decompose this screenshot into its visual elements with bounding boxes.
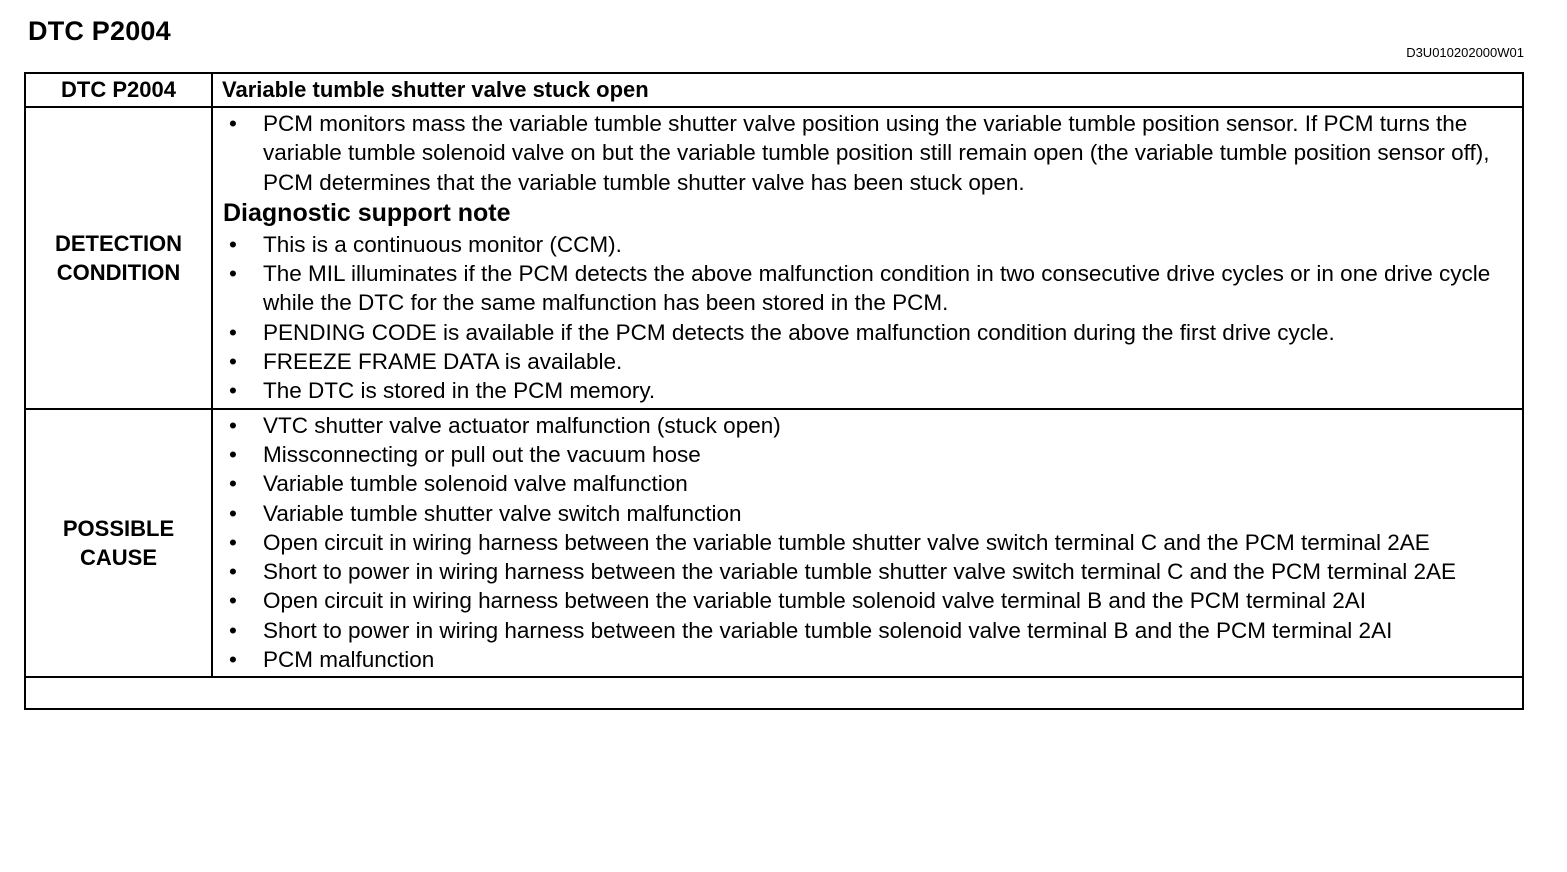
dtc-table <box>24 72 1524 710</box>
possible-cause-label-line1: POSSIBLE <box>62 516 175 541</box>
list-item: • The MIL illuminates if the PCM detects the above malfunction condition in two consecutive drive cycles or in one drive cycle while the DTC for the same malfunction has been stored in the PCM. <box>223 259 1516 318</box>
detection-condition-body <box>212 107 1523 409</box>
table-header-row <box>25 73 1523 107</box>
possible-cause-label-line2: CAUSE <box>79 545 157 570</box>
support-note-bullet-list <box>223 230 1516 406</box>
list-item: • VTC shutter valve actuator malfunction (stuck open) <box>223 411 1516 440</box>
page-title: DTC P2004 <box>28 16 171 46</box>
list-item: • Short to power in wiring harness between the variable tumble solenoid valve terminal B and the PCM terminal 2AI <box>223 616 1516 645</box>
detection-condition-row <box>25 107 1523 409</box>
list-item: • Open circuit in wiring harness between the variable tumble shutter valve switch terminal C and the PCM terminal 2AE <box>223 528 1516 557</box>
list-item: • Variable tumble solenoid valve malfunction <box>223 469 1516 498</box>
detection-label-line1: DETECTION <box>54 230 183 256</box>
list-item: • This is a continuous monitor (CCM). <box>223 230 1516 259</box>
detection-bullet-list <box>223 109 1516 197</box>
header-dtc-description: Variable tumble shutter valve stuck open <box>212 73 1523 107</box>
list-item: • Variable tumble shutter valve switch malfunction <box>223 499 1516 528</box>
document-code: D3U010202000W01 <box>1406 45 1524 60</box>
list-item: • Missconnecting or pull out the vacuum hose <box>223 440 1516 469</box>
list-item: • PENDING CODE is available if the PCM detects the above malfunction condition during the first drive cycle. <box>223 318 1516 347</box>
possible-cause-bullet-list <box>223 411 1516 675</box>
list-item: • PCM monitors mass the variable tumble shutter valve position using the variable tumble position sensor. If PCM turns the variable tumble solenoid valve on but the variable tumble position still remain open (the variable tumble position sensor off), PCM determines that the variable tumble shutter valve has been stuck open. <box>223 109 1516 197</box>
list-item: • FREEZE FRAME DATA is available. <box>223 347 1516 376</box>
detection-label-line2: CONDITION <box>56 259 181 285</box>
list-item: • Open circuit in wiring harness between the variable tumble solenoid valve terminal B and the PCM terminal 2AI <box>223 586 1516 615</box>
header-dtc-code: DTC P2004 <box>25 73 212 107</box>
possible-cause-row <box>25 409 1523 678</box>
list-item: • The DTC is stored in the PCM memory. <box>223 376 1516 405</box>
list-item: • Short to power in wiring harness between the variable tumble shutter valve switch terminal C and the PCM terminal 2AE <box>223 557 1516 586</box>
possible-cause-body <box>212 409 1523 678</box>
detection-condition-label <box>25 107 212 409</box>
list-item: • PCM malfunction <box>223 645 1516 674</box>
diagnostic-support-note-heading: Diagnostic support note <box>223 198 511 227</box>
possible-cause-label <box>25 409 212 678</box>
next-row-cell <box>25 677 1523 709</box>
next-row-partial <box>25 677 1523 709</box>
